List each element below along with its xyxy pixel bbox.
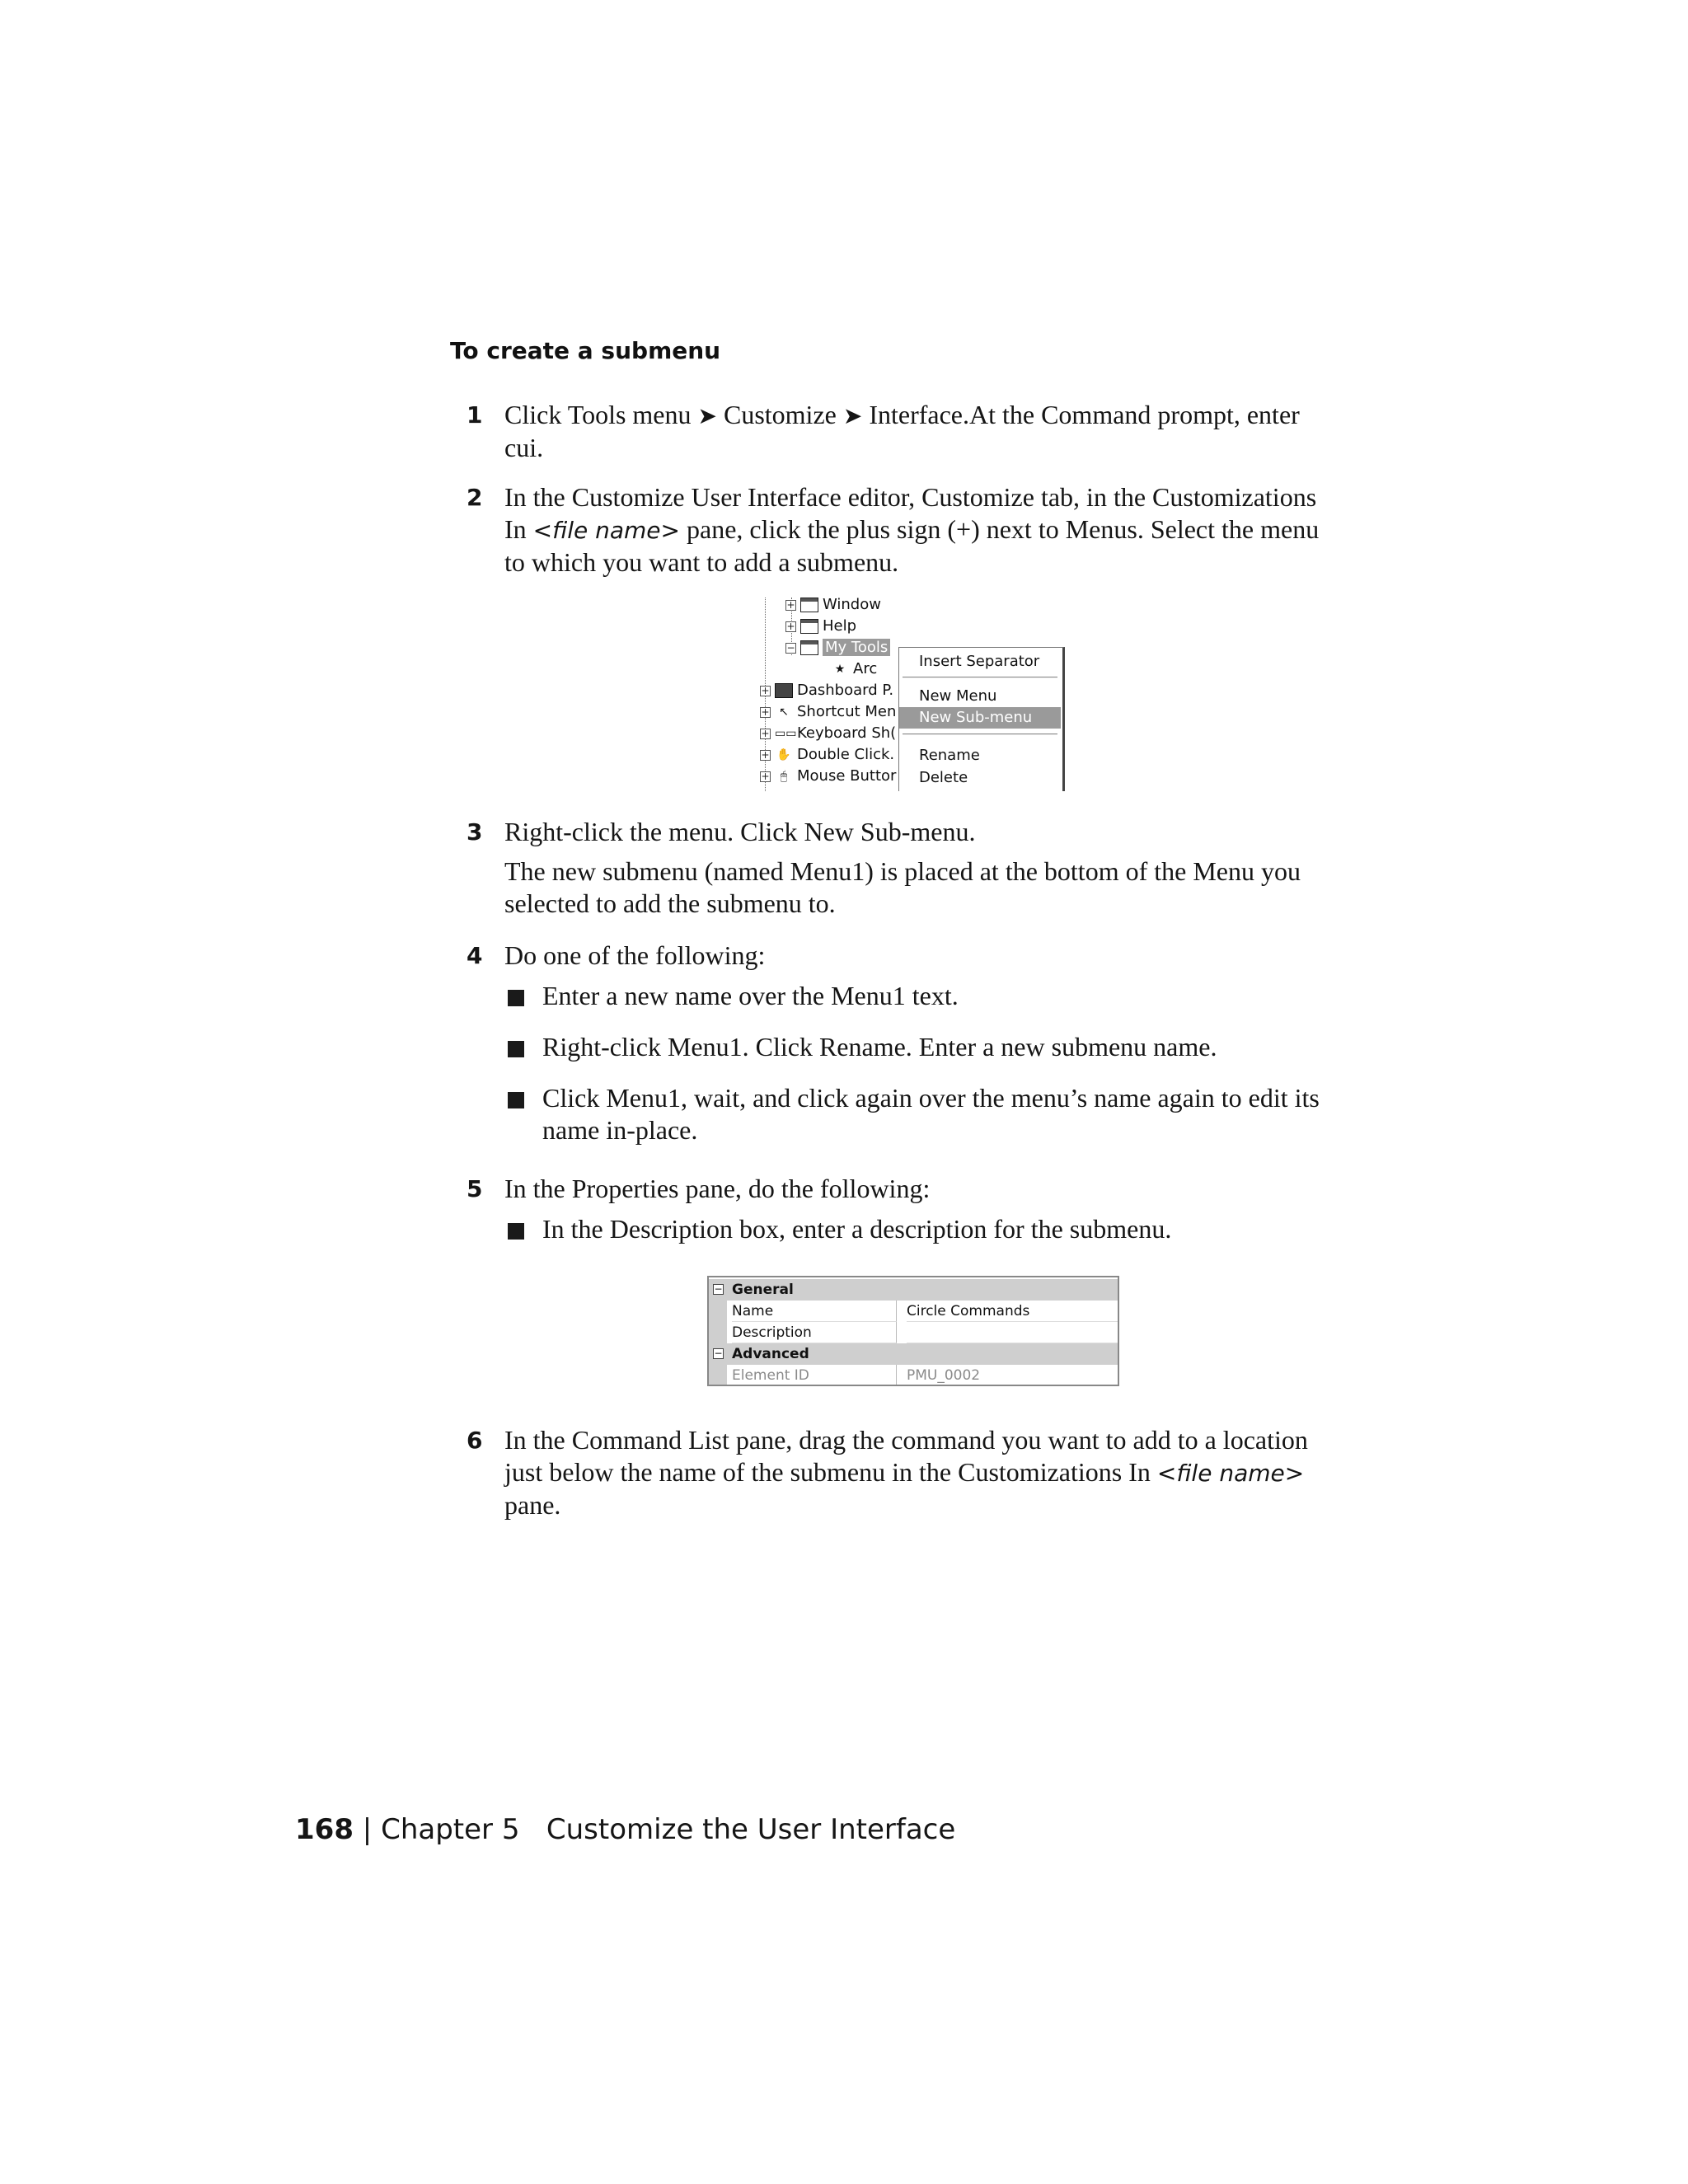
tree-label: Window	[823, 596, 881, 613]
properties-pane-figure	[707, 1276, 1119, 1386]
keyboard-icon: ▭▭	[775, 727, 797, 740]
step-number: 1	[467, 401, 483, 429]
context-menu	[898, 647, 1065, 791]
bullet-item: Enter a new name over the Menu1 text.	[504, 980, 1340, 1012]
expand-icon: +	[761, 705, 770, 718]
step-number: 3	[467, 818, 483, 846]
menu-arrow-icon: ➤	[842, 402, 863, 429]
property-row-element-id: Element ID PMU_0002	[709, 1365, 1118, 1386]
step-6	[467, 1424, 1340, 1521]
star-icon: ★	[834, 663, 846, 676]
menu-icon	[800, 640, 818, 655]
expand-icon: +	[761, 748, 770, 761]
expand-icon: +	[786, 598, 795, 611]
step-number: 2	[467, 484, 483, 511]
menu-item-new-sub-menu[interactable]: New Sub-menu	[899, 707, 1061, 729]
chapter-label: Chapter 5	[381, 1813, 520, 1846]
collapse-icon: −	[714, 1347, 723, 1359]
step-5-text: In the Properties pane, do the following:	[504, 1174, 931, 1203]
step-4-text: Do one of the following:	[504, 940, 766, 970]
collapse-icon: −	[714, 1283, 723, 1295]
file-name-placeholder: <file name>	[1156, 1460, 1305, 1487]
menu-icon	[800, 598, 818, 612]
tree-item-shortcut[interactable]	[760, 703, 896, 721]
step-2	[467, 481, 1340, 579]
bullet-item: Click Menu1, wait, and click again over the menu’s name again to edit its name in-place.	[504, 1082, 1340, 1146]
tree-label-selected: My Tools	[823, 639, 890, 656]
step-3	[467, 816, 1340, 920]
menu-item-insert-separator[interactable]: Insert Separator	[919, 653, 1040, 670]
step-3-text: Right-click the menu. Click New Sub-menu.	[504, 817, 976, 846]
expand-icon: +	[761, 727, 770, 739]
footer-divider: |	[362, 1813, 373, 1846]
shortcut-icon: ↖	[779, 705, 789, 719]
tree-label: Double Click.	[797, 746, 895, 763]
tree-item-my-tools[interactable]	[785, 639, 890, 657]
expand-icon: +	[786, 620, 795, 632]
tree-label: Mouse Buttor	[797, 767, 897, 785]
page-number: 168	[295, 1813, 354, 1846]
menu-divider	[903, 733, 1057, 735]
step-2-text-b: pane, click the plus sign (+) next to Menus. Select the menu to which you want to add a submenu.	[504, 514, 1320, 577]
step-3-note: The new submenu (named Menu1) is placed at the bottom of the Menu you selected to add the submenu to.	[504, 856, 1301, 918]
menu-item-delete[interactable]: Delete	[919, 769, 968, 786]
step-6-text-b: pane.	[504, 1490, 561, 1520]
property-value: PMU_0002	[907, 1365, 1118, 1386]
tree-item-double-click[interactable]	[760, 746, 894, 764]
tree-label: Keyboard Sh(	[797, 724, 897, 742]
property-value[interactable]: Circle Commands	[907, 1301, 1118, 1322]
menu-arrow-icon: ➤	[697, 402, 717, 429]
bullet-square-icon	[508, 990, 524, 1006]
bullet-item: In the Description box, enter a description for the submenu.	[504, 1213, 1340, 1245]
bullet-square-icon	[508, 1092, 524, 1108]
category-advanced[interactable]: − Advanced	[709, 1343, 1118, 1365]
tree-label: Help	[823, 617, 857, 635]
bullet-square-icon	[508, 1223, 524, 1240]
section-heading: To create a submenu	[450, 337, 721, 364]
file-name-placeholder: <file name>	[532, 517, 680, 544]
property-row-description[interactable]: Description	[709, 1322, 1118, 1343]
bullet-square-icon	[508, 1041, 524, 1057]
step-6-text-a: In the Command List pane, drag the command you want to add to a location just below the name of the submenu in the Customizations In	[504, 1425, 1308, 1487]
tree-item-mouse[interactable]	[760, 767, 896, 785]
double-click-icon: ✋	[776, 748, 791, 762]
step-1-text-c: Interface.At the Command prompt, enter cui.	[504, 400, 1300, 462]
bullet-item: Right-click Menu1. Click Rename. Enter a new submenu name.	[504, 1031, 1340, 1063]
page-footer	[295, 1813, 955, 1846]
step-number: 6	[467, 1427, 483, 1454]
step-4	[467, 940, 1340, 1146]
menu-divider	[903, 677, 1057, 678]
collapse-icon: −	[786, 641, 795, 654]
menu-icon	[800, 619, 818, 634]
menu-tree-figure	[750, 589, 1071, 791]
step-5	[467, 1173, 1340, 1245]
step-1	[467, 399, 1340, 464]
tree-label: Shortcut Men	[797, 703, 897, 720]
tree-item-keyboard[interactable]	[760, 724, 896, 743]
step-number: 4	[467, 942, 483, 969]
menu-item-rename[interactable]: Rename	[919, 747, 980, 764]
tree-item-dashboard[interactable]	[760, 682, 893, 700]
expand-icon: +	[761, 684, 770, 696]
step-2-text-a: In the Customize User Interface editor, Customize tab, in the Customizations In	[504, 482, 1317, 544]
chapter-title: Customize the User Interface	[546, 1813, 956, 1846]
dashboard-icon	[775, 683, 793, 698]
property-row-name[interactable]: Name Circle Commands	[709, 1301, 1118, 1322]
property-value[interactable]	[907, 1322, 1118, 1343]
step-number: 5	[467, 1175, 483, 1202]
tree-item-arc[interactable]	[831, 660, 877, 678]
tree-label: Dashboard P.	[797, 682, 894, 699]
step-1-text-a: Click Tools menu	[504, 400, 692, 429]
menu-item-new-menu[interactable]: New Menu	[919, 687, 997, 705]
tree-item-help[interactable]	[785, 617, 856, 635]
category-general[interactable]: − General	[709, 1279, 1118, 1301]
tree-label: Arc	[853, 660, 878, 677]
step-1-text-b: Customize	[723, 400, 837, 429]
expand-icon: +	[761, 770, 770, 782]
mouse-icon: 🖱	[780, 770, 788, 783]
tree-item-window[interactable]	[785, 596, 881, 614]
